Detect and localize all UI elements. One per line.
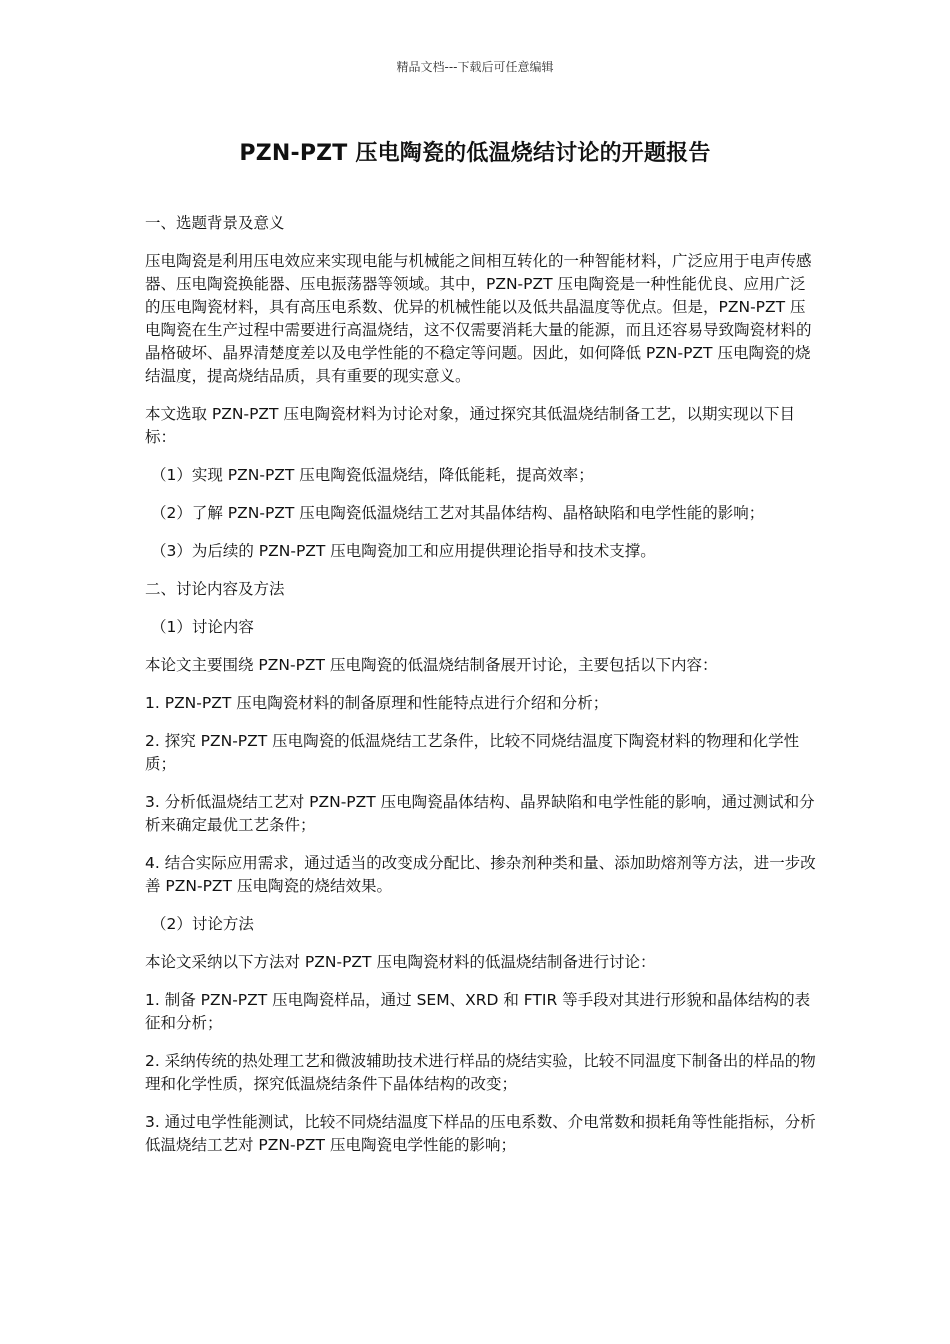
paragraph-background: 压电陶瓷是利用压电效应来实现电能与机械能之间相互转化的一种智能材料，广泛应用于电声传感器、压电陶瓷换能器、压电振荡器等领域。其中，PZN-PZT 压电陶瓷是一种性能优良、应用广泛的压电陶瓷材料，具有高压电系数、优异的机械性能以及低共晶温度等优点。但是，PZN-PZT 压电陶瓷在生产过程中需要进行高温烧结，这不仅需要消耗大量的能源，而且还容易导致陶瓷材料的晶格破坏、晶界清楚度差以及电学性能的不稳定等问题。因此，如何降低 PZN-PZT 压电陶瓷的烧结温度，提高烧结品质，具有重要的现实意义。 <box>145 252 812 385</box>
content-item-1: 1. PZN-PZT 压电陶瓷材料的制备原理和性能特点进行介绍和分析； <box>145 694 609 712</box>
method-item-2: 2. 采纳传统的热处理工艺和微波辅助技术进行样品的烧结实验，比较不同温度下制备出的样品的物理和化学性质，探究低温烧结条件下晶体结构的改变； <box>145 1052 816 1093</box>
objective-item-1: （1）实现 PZN-PZT 压电陶瓷低温烧结，降低能耗，提高效率； <box>151 466 594 484</box>
subheading-content: （1）讨论内容 <box>151 618 254 636</box>
section-heading-content-method: 二、讨论内容及方法 <box>145 580 285 598</box>
section-heading-background: 一、选题背景及意义 <box>145 214 285 232</box>
method-item-3: 3. 通过电学性能测试，比较不同烧结温度下样品的压电系数、介电常数和损耗角等性能指标，分析低温烧结工艺对 PZN-PZT 压电陶瓷电学性能的影响； <box>145 1113 816 1154</box>
content-item-3: 3. 分析低温烧结工艺对 PZN-PZT 压电陶瓷晶体结构、晶界缺陷和电学性能的影响，通过测试和分析来确定最优工艺条件； <box>145 793 815 834</box>
header-note: 精品文档---下载后可任意编辑 <box>396 60 554 74</box>
document-title: PZN-PZT 压电陶瓷的低温烧结讨论的开题报告 <box>239 141 711 166</box>
content-item-4: 4. 结合实际应用需求，通过适当的改变成分配比、掺杂剂种类和量、添加助熔剂等方法，进一步改善 PZN-PZT 压电陶瓷的烧结效果。 <box>145 854 816 895</box>
paragraph-method-intro: 本论文采纳以下方法对 PZN-PZT 压电陶瓷材料的低温烧结制备进行讨论： <box>145 953 656 971</box>
objective-item-2: （2）了解 PZN-PZT 压电陶瓷低温烧结工艺对其晶体结构、晶格缺陷和电学性能的影响； <box>151 504 765 522</box>
paragraph-content-intro: 本论文主要围绕 PZN-PZT 压电陶瓷的低温烧结制备展开讨论，主要包括以下内容： <box>145 656 718 674</box>
paragraph-objective-intro: 本文选取 PZN-PZT 压电陶瓷材料为讨论对象，通过探究其低温烧结制备工艺，以期实现以下目标： <box>145 405 795 446</box>
document-body <box>145 212 817 1172</box>
subheading-method: （2）讨论方法 <box>151 915 254 933</box>
method-item-1: 1. 制备 PZN-PZT 压电陶瓷样品，通过 SEM、XRD 和 FTIR 等手段对其进行形貌和晶体结构的表征和分析； <box>145 991 811 1032</box>
content-item-2: 2. 探究 PZN-PZT 压电陶瓷的低温烧结工艺条件，比较不同烧结温度下陶瓷材料的物理和化学性质； <box>145 732 800 773</box>
objective-item-3: （3）为后续的 PZN-PZT 压电陶瓷加工和应用提供理论指导和技术支撑。 <box>151 542 656 560</box>
